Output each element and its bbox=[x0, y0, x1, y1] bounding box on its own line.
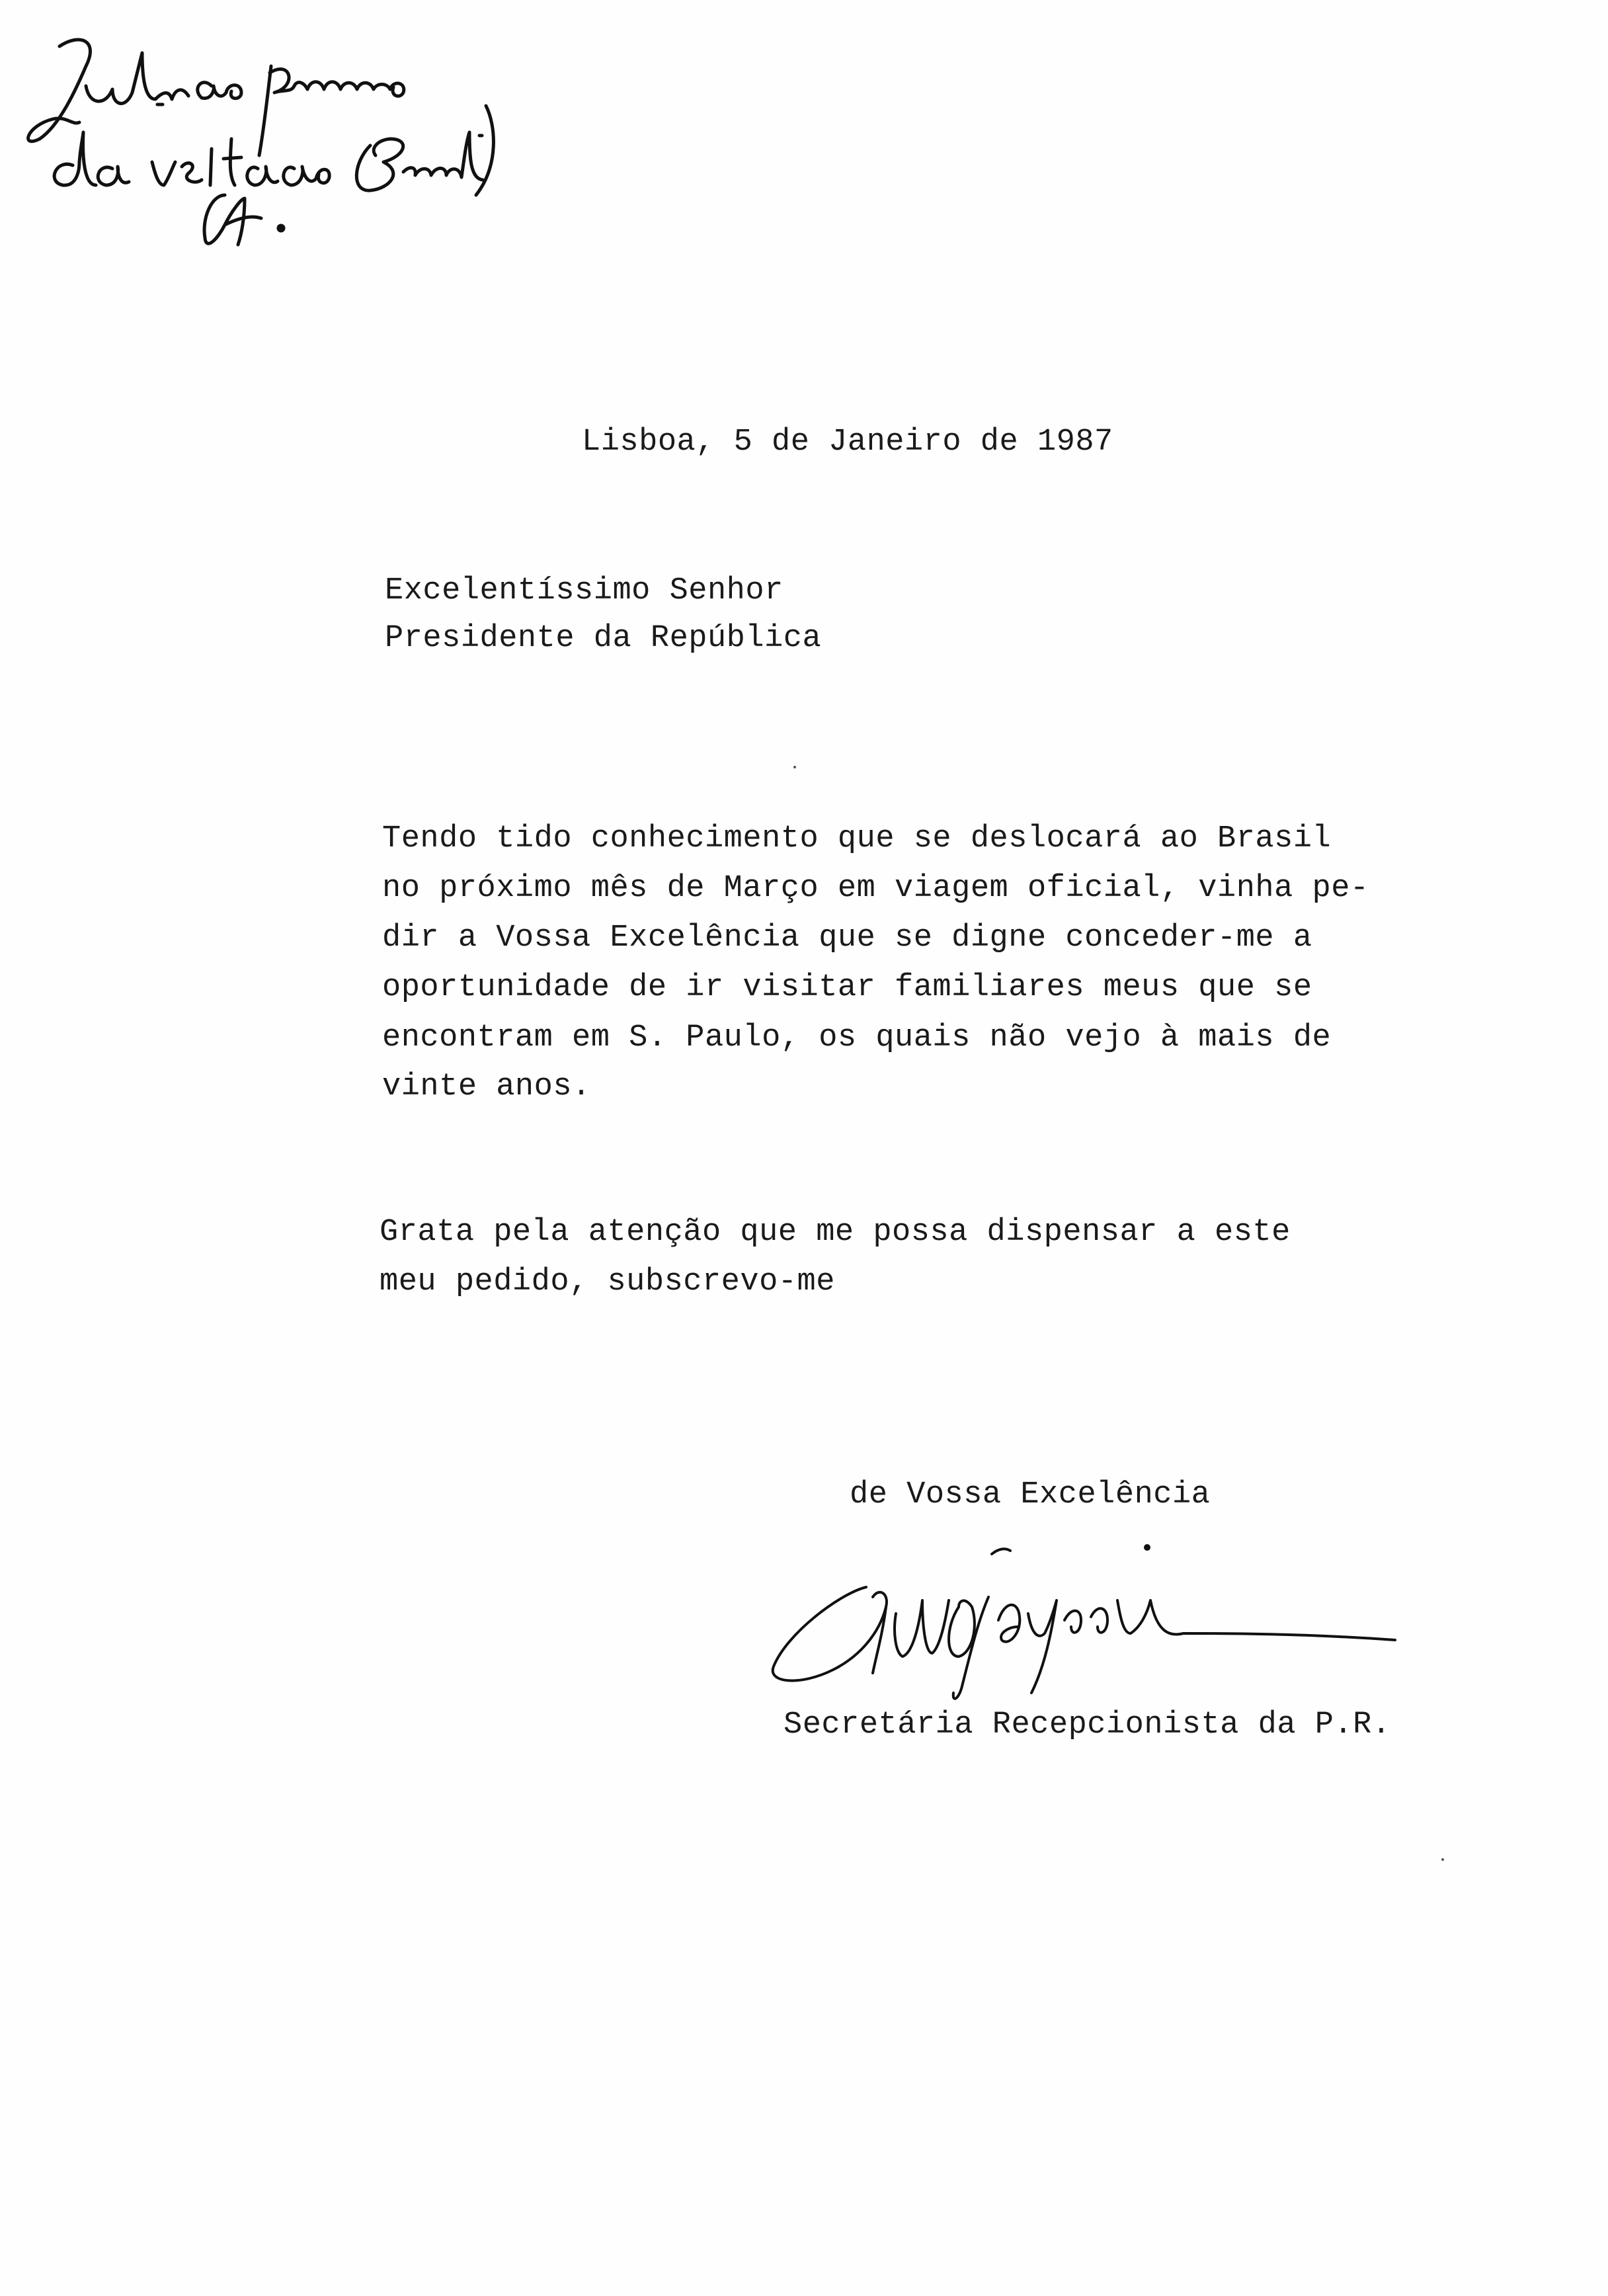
date-line: Lisboa, 5 de Janeiro de 1987 bbox=[582, 425, 1113, 460]
handwritten-annotation bbox=[13, 26, 516, 265]
body-paragraph-1-line-1: Tendo tido conhecimento que se deslocará ao Brasil bbox=[382, 821, 1332, 856]
body-paragraph-1-line-5: encontram em S. Paulo, os quais não vejo à mais de bbox=[382, 1020, 1332, 1055]
salutation-line-1: Excelentíssimo Senhor bbox=[385, 573, 784, 608]
body-paragraph-1-line-2: no próximo mês de Março em viagem oficial, vinha pe- bbox=[382, 871, 1369, 906]
body-paragraph-2-line-1: Grata pela atenção que me possa dispensar a este bbox=[380, 1215, 1291, 1250]
paper-speck bbox=[793, 766, 796, 768]
body-paragraph-1-line-6: vinte anos. bbox=[382, 1069, 591, 1104]
body-paragraph-2-line-2: meu pedido, subscrevo-me bbox=[380, 1264, 835, 1299]
paper-speck bbox=[1441, 1858, 1444, 1861]
closing-line: de Vossa Excelência bbox=[850, 1477, 1211, 1512]
salutation-line-2: Presidente da República bbox=[385, 621, 822, 656]
signature-title: Secretária Recepcionista da P.R. bbox=[784, 1707, 1391, 1742]
body-paragraph-1-line-3: dir a Vossa Excelência que se digne conceder-me a bbox=[382, 921, 1312, 956]
body-paragraph-1-line-4: oportunidade de ir visitar familiares meus que se bbox=[382, 970, 1312, 1005]
handwritten-signature bbox=[760, 1534, 1435, 1706]
